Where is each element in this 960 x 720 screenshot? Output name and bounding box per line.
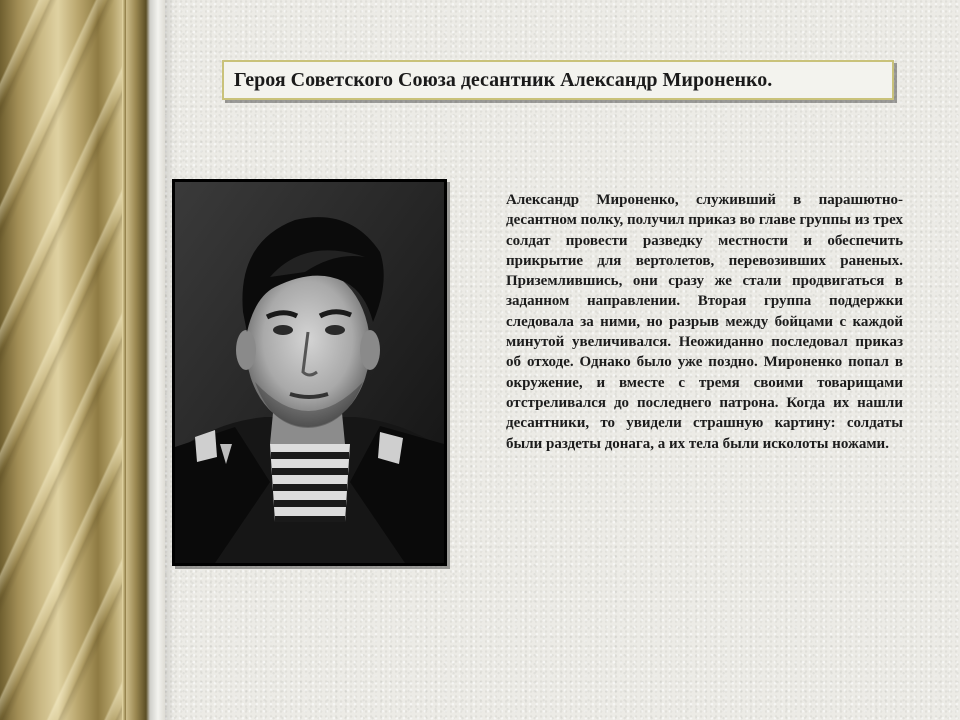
slide-title: Героя Советского Союза десантник Александр Мироненко.	[234, 68, 773, 91]
portrait-photo	[172, 179, 447, 566]
pillar-stripes	[0, 0, 125, 720]
pillar-edge	[122, 0, 126, 720]
decorative-pillar	[0, 0, 165, 720]
striped-shirt	[270, 444, 350, 522]
portrait-illustration	[175, 182, 444, 563]
biography-text: Александр Мироненко, служивший в парашютно-десантном полку, получил приказ во главе группы из трех солдат провести разведку местности и обеспечить прикрытие для вертолетов, перевозивших раненых. Приземлившись, они сразу же стали продвигаться в заданном направлении. Вторая группа поддержки следовала за ними, но разрыв между бойцами с каждой минутой увеличивался. Неожиданно последовал приказ об отходе. Однако было уже поздно. Мироненко попал в окружение, и вместе с тремя своими товарищами отстреливался до последнего патрона. Когда их нашли десантники, то увидели страшную картину: солдаты были раздеты донага, а их тела были исколоты ножами.	[506, 192, 903, 452]
slide-title-banner	[222, 60, 894, 100]
